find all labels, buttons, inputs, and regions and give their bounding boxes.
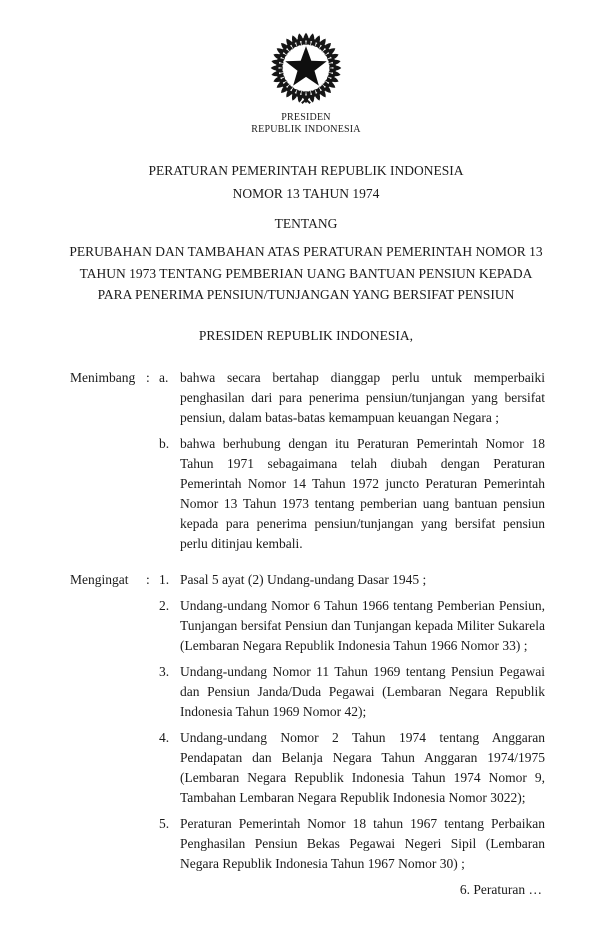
clause-row <box>70 368 545 428</box>
section-menimbang <box>70 368 545 554</box>
clause-marker: 1. <box>159 571 170 587</box>
subject-line: PERUBAHAN DAN TAMBAHAN ATAS PERATURAN PEMERINTAH NOMOR 13 <box>69 244 543 259</box>
salutation: PRESIDEN REPUBLIK INDONESIA, <box>198 327 414 343</box>
subject-line: TAHUN 1973 TENTANG PEMBERIAN UANG BANTUAN PENSIUN KEPADA <box>79 265 533 281</box>
clause-text: Pasal 5 ayat (2) Undang-undang Dasar 1945 ; <box>180 571 427 587</box>
presidential-star-wreath-icon <box>264 26 348 110</box>
regulation-number: NOMOR 13 TAHUN 1974 <box>232 186 380 201</box>
clause-marker: 2. <box>159 597 170 613</box>
clause-row <box>70 596 545 656</box>
document-heading <box>0 159 612 347</box>
clause-row <box>70 570 545 590</box>
clause-text: bahwa berhubung dengan itu Peraturan Pemerintah Nomor 18 Tahun 1971 sebagaimana telah diubah dengan Peraturan Pemerintah Nomor 14 Tahun 1972 juncto Peraturan Pemerintah Nomor 13 Tahun 1973 tentang pemberian uang bantuan pensiun kepada para penerima pensiun/tunjangan yang bersifat pensiun perlu ditinjau kembali. <box>180 435 545 551</box>
clause-marker: 4. <box>159 729 170 745</box>
clause-row <box>70 728 545 808</box>
subject-line: PARA PENERIMA PENSIUN/TUNJANGAN YANG BERSIFAT PENSIUN <box>97 287 515 302</box>
clause-text: Peraturan Pemerintah Nomor 18 tahun 1967 tentang Perbaikan Penghasilan Pensiun Bekas Pegawai Negeri Sipil (Lembaran Negara Republik Indonesia Tahun 1967 Nomor 30) ; <box>180 815 545 871</box>
letterhead-line-presiden: PRESIDEN <box>281 112 331 123</box>
clause-row <box>70 814 545 874</box>
letterhead-line-republik: REPUBLIK INDONESIA <box>251 124 361 135</box>
section-mengingat <box>70 570 545 874</box>
clause-row <box>70 662 545 722</box>
clause-marker: 5. <box>159 815 170 831</box>
section-colon: : <box>146 369 150 385</box>
clause-text: Undang-undang Nomor 6 Tahun 1966 tentang Pemberian Pensiun, Tunjangan bersifat Pensiun dan Tunjangan kepada Militer Sukarela (Lembaran Negara Republik Indonesia Tahun 1966 Nomor 33) ; <box>180 597 545 653</box>
tentang-label: TENTANG <box>274 216 338 231</box>
clause-marker: 3. <box>159 663 170 679</box>
clause-row <box>70 434 545 554</box>
section-label: Menimbang <box>70 369 136 385</box>
clause-marker: a. <box>159 369 169 385</box>
national-emblem <box>0 0 612 110</box>
section-colon: : <box>146 571 150 587</box>
letterhead <box>0 112 612 136</box>
section-label: Mengingat <box>70 571 129 587</box>
regulation-subject <box>0 241 612 306</box>
clause-marker: b. <box>159 435 170 451</box>
clause-text: Undang-undang Nomor 11 Tahun 1969 tentang Pensiun Pegawai dan Pensiun Janda/Duda Pegawai (Lembaran Negara Republik Indonesia Tahun 1969 Nomor 42); <box>180 663 545 719</box>
clause-text: Undang-undang Nomor 2 Tahun 1974 tentang Anggaran Pendapatan dan Belanja Negara Tahun Anggaran 1974/1975 (Lembaran Negara Republik Indonesia Tahun 1974 Nomor 9, Tambahan Lembaran Negara Republik Indonesia Nomor 3022); <box>180 729 545 805</box>
clause-text: bahwa secara bertahap dianggap perlu untuk memperbaiki penghasilan dari para penerima pensiun/tunjangan yang bersifat pensiun, dalam batas-batas kemampuan keuangan Negara ; <box>180 369 545 425</box>
document-body <box>70 368 545 874</box>
catchword-next-page: 6. Peraturan … <box>459 881 542 897</box>
regulation-title: PERATURAN PEMERINTAH REPUBLIK INDONESIA <box>148 163 464 178</box>
